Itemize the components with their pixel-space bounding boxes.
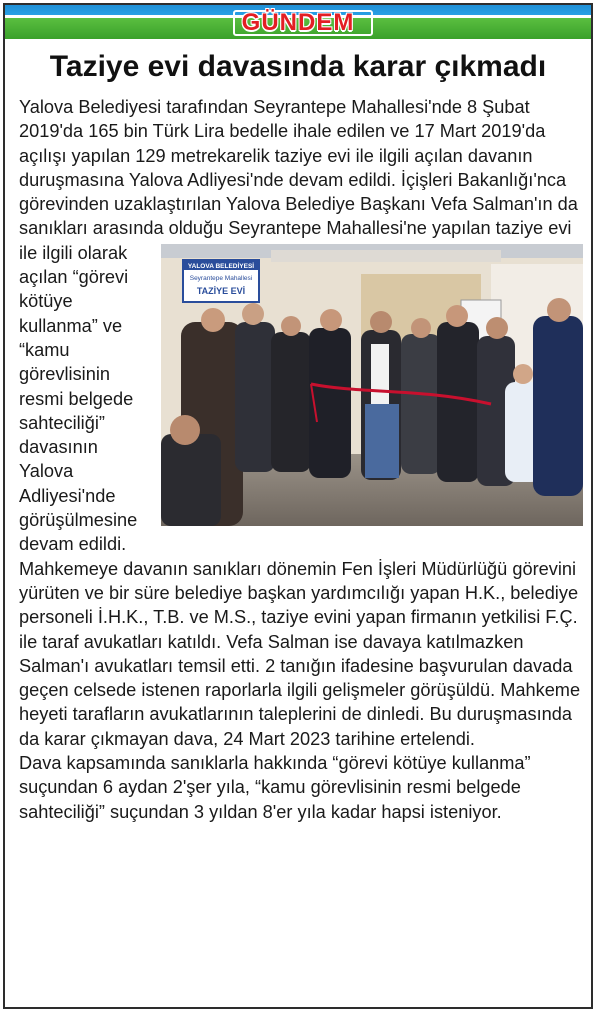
ribbon-cutting-photo <box>161 244 583 526</box>
article-paragraph: Dava kapsamında sanıklarla hakkında “görevi kötüye kullanma” suçundan 6 aydan 2'şer yıla, “kamu görevlisinin resmi belgede sahteciliği” suçundan 3 yıldan 8'er yıla kadar hapsi isteniyor. <box>19 753 531 822</box>
article-lead-text <box>19 97 580 749</box>
sign-line-3: TAZİYE EVİ <box>196 285 246 296</box>
building-sign <box>183 260 259 302</box>
sign-line-1: YALOVA BELEDİYESİ <box>187 262 255 270</box>
headline: Taziye evi davasında karar çıkmadı <box>49 50 547 83</box>
sign-line-2: Seyrantepe Mahallesi <box>189 274 253 282</box>
article-paragraph <box>19 95 583 751</box>
news-clipping <box>3 3 593 1009</box>
article-text-after-photo: olduğu Seyrantepe Mahallesi'ne yapılan taziye evi ile ilgili olarak açılan “görevi kötüye kullanma” ve “kamu görevlisinin resmi belgede sahteciliği” davasının Yalova Adliyesi'nde görüşülmesine devam edildi. Mahkemeye davanın sanıkları dönemin Fen İşleri Müdürlüğü görevini yürüten ve bir süre belediye başkan yardımcılığı yapan H.K., belediye personeli İ.H.K., T.B. ve M.S., taziye evini yapan firmanın yetkilisi F.Ç. ile taraf avukatları katıldı. Vefa Salman ise davaya katılmazken Salman'ı avukatları temsil etti. 2 tanığın ifadesine başvurulan davada geçen celsede istenen raporlarla ilgili gelişmeler görüşüldü. Mahkeme heyeti tarafların avukatlarının taleplerini de dinledi. Bu duruşmasında da karar çıkmayan dava, 24 Mart 2023 tarihine ertelendi. <box>19 218 581 749</box>
section-label: GÜNDEM <box>241 9 355 36</box>
article-text-before-photo: Yalova Belediyesi tarafından Seyrantepe Mahallesi'nde 8 Şubat 2019'da 165 bin Türk Lira bedelle ihale edilen ve 17 Mart 2019'da açılışı yapılan 129 metrekarelik taziye evi ile ilgili açılan davanın duruşmasına Yalova Adliyesi'nde devam edildi. İçişleri Bakanlığı'nca görevinden uzaklaştırılan Yalova Belediye Başkanı Vefa Salman'ın da sanıkları arasında <box>19 97 578 239</box>
article-body <box>19 95 583 824</box>
